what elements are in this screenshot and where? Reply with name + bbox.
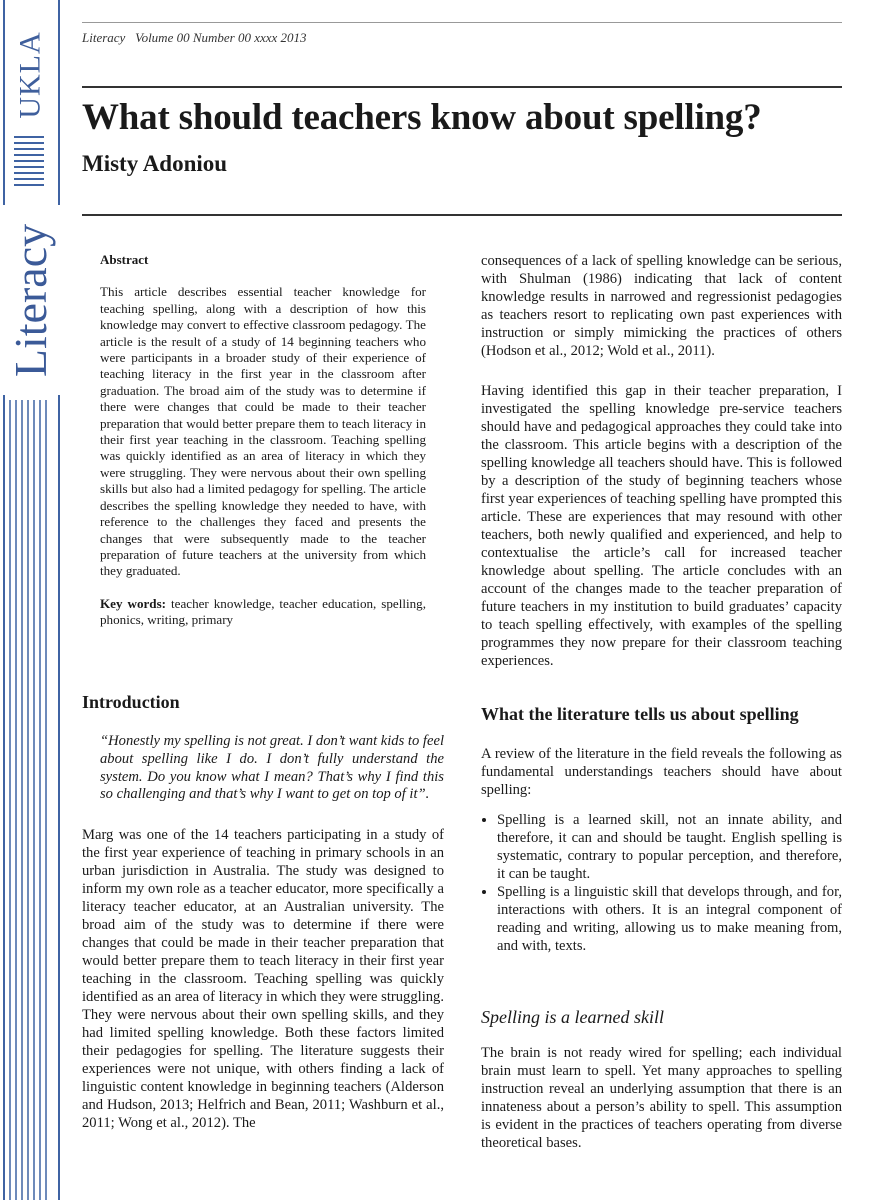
abstract-text: This article describes essential teacher knowledge for teaching spelling, along with a description of how this knowledge may convert to effective classroom pedagogy. The article is the result of a study of 14 beginning teachers who were participants in a broader study of their experience of teaching literacy in the first year in the classroom after graduation. The broad aim of the study was to determine if there were changes that could be made to their teacher preparation that would better prepare them to teach literacy in their first year teaching in the classroom. Teaching spelling was quickly identified as an area of literacy in which they were struggling. They were nervous about their own spelling skills but also had a limited pedagogy for spelling. The article describes the spelling knowledge they needed to have, with reference to the challenges they faced and presents the changes that were subsequently made to the teacher preparation of future teachers at the university from which they graduated.: [100, 284, 426, 579]
title-rule-top: [82, 86, 842, 88]
list-item: • Spelling is a learned skill, not an innate ability, and therefore, it can and should be taught. English spelling is systematic, contrary to popular perception, and therefore, it can be taught.: [497, 811, 842, 883]
title-rule-bottom: [82, 214, 842, 216]
introduction-heading: Introduction: [82, 692, 180, 712]
paragraph-consequences: consequences of a lack of spelling knowledge can be serious, with Shulman (1986) indicating that lack of content knowledge results in narrowed and regressionist pedagogies as teachers resort to replicating own past experiences with instruction or simply mimicking the practices of others (Hodson et al., 2012; Wold et al., 2011).: [481, 253, 842, 359]
right-column: [481, 252, 842, 1152]
logo-bars: [14, 136, 44, 190]
list-item: • Spelling is a linguistic skill that develops through, and for, interactions with others. It is an integral component of reading and writing, allowing us to make meaning from, and with, texts.: [497, 883, 842, 955]
literature-list: [481, 811, 842, 955]
literature-heading: What the literature tells us about spelling: [481, 704, 799, 724]
article-author: Misty Adoniou: [82, 151, 228, 176]
learned-skill-paragraph: The brain is not ready wired for spelling; each individual brain must learn to spell. Yet many approaches to spelling instruction reveal an underlying assumption that there is an innateness about a person’s ability to spell. This assumption is evident in the practices of teachers operating from diverse theoretical bases.: [481, 1045, 842, 1151]
journal-sidebar: [0, 0, 62, 1200]
keywords-list: teacher knowledge, teacher education, spelling, phonics, writing, primary: [100, 595, 426, 628]
introduction-paragraph: Marg was one of the 14 teachers participating in a study of the first year experience of teaching in primary schools in an urban jurisdiction in Australia. The study was designed to inform my own role as a teacher educator, more specifically a literacy teacher educator, at an Australian university. The broad aim of the study was to determine if there were changes that could be made in their teacher preparation that would better prepare them to teach literacy in their first year teaching in the classroom. Teaching spelling was quickly identified as an area of literacy in which they were struggling. They were nervous about their own spelling skills, and they had limited spelling knowledge. Both these factors limited their pedagogies for spelling. The literature suggests their experiences were not unique, with others finding a lack of linguistic content knowledge in beginning teachers (Alderson and Hudson, 2013; Helfrich and Bean, 2011; Washburn et al., 2011; Wong et al., 2012). The: [82, 827, 444, 1132]
abstract-heading: Abstract: [100, 252, 149, 267]
introduction-section: [82, 692, 444, 1132]
top-rule: [82, 22, 842, 23]
paragraph-gap: Having identified this gap in their teacher preparation, I investigated the spelling knowledge pre-service teachers should have and pedagogical approaches they could take into the classroom. This article begins with a description of the spelling knowledge all teachers should have. This is followed by a description of the study of beginning teachers whose first year experiences of teaching spelling have prompted this article. These are experiences that may resound with other teachers, both newly qualified and experienced, and help to contextualise the article’s call for increased teacher knowledge about spelling. The article concludes with an account of the changes made to the teacher preparation of future teachers in my institution to build graduates’ capacity to teach spelling effectively, with examples of the spelling programmes they now prepare for their classroom teaching experiences.: [481, 383, 842, 669]
ukla-logo: UKLA: [14, 31, 48, 119]
running-head: Literacy Volume 00 Number 00 xxxx 2013: [82, 30, 307, 45]
article-title: What should teachers know about spelling?: [82, 97, 762, 138]
journal-brand: Literacy: [0, 205, 62, 395]
literature-intro: A review of the literature in the field reveals the following as fundamental understandings teachers should have about spelling:: [481, 746, 842, 798]
keywords-label: Key words:: [100, 595, 167, 611]
learned-skill-subheading: Spelling is a learned skill: [481, 1007, 664, 1027]
keywords: [100, 596, 426, 629]
sidebar-stripes: [0, 400, 62, 1200]
introduction-quote: “Honestly my spelling is not great. I don’t want kids to feel about spelling like I do. I don’t fully understand the system. Do you know what I mean? That’s why I find this so challenging and that’s why I want to get on top of it”.: [100, 733, 444, 803]
abstract-block: [100, 252, 426, 629]
